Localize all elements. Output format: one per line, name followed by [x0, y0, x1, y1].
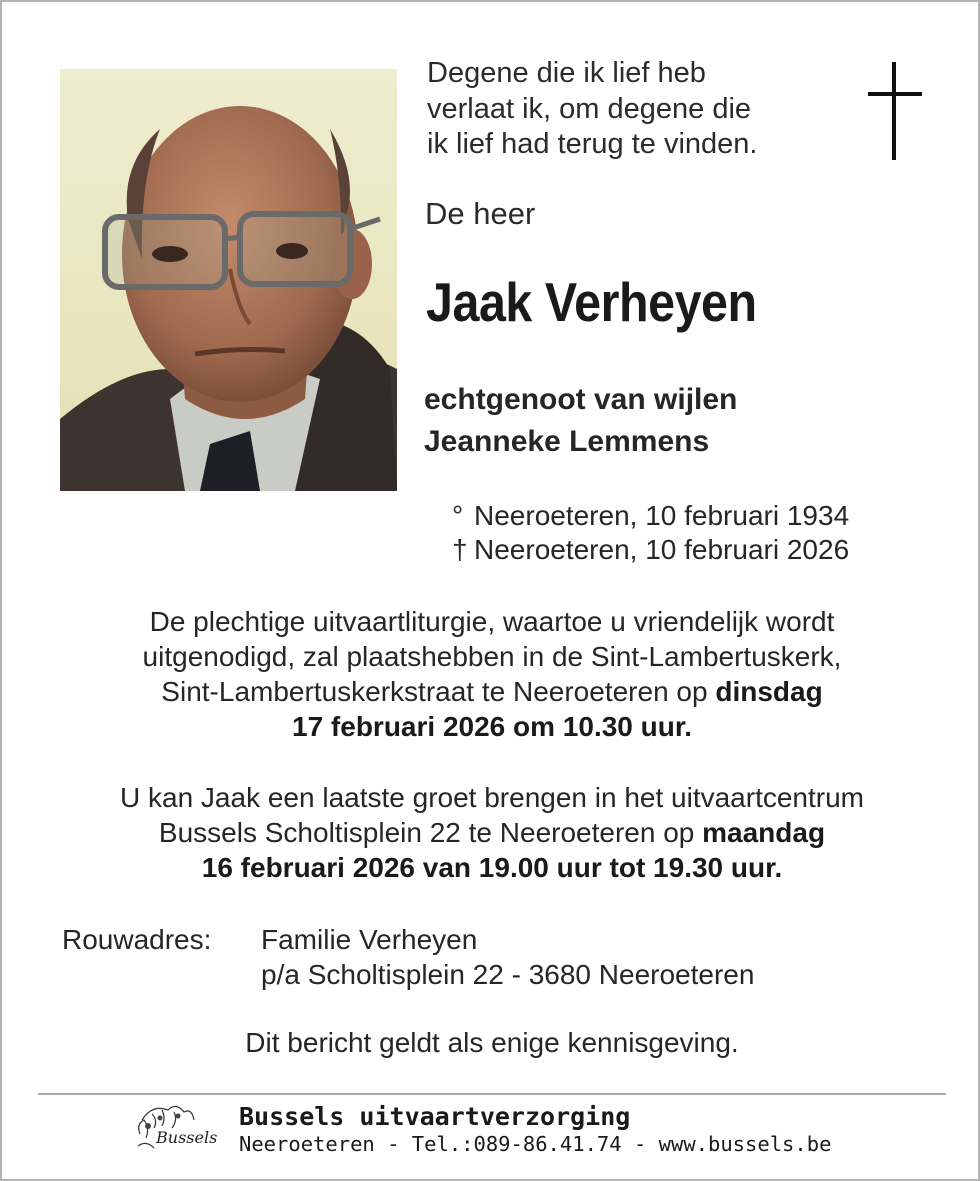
logo-text: Bussels	[156, 1128, 218, 1147]
life-dates	[452, 499, 849, 567]
funeral-day: dinsdag	[715, 676, 823, 707]
funeral-home-contact: Neeroeteren - Tel.:089-86.41.74 - www.bussels.be	[239, 1132, 832, 1156]
address-value	[261, 922, 754, 992]
honorific-title: De heer	[425, 196, 536, 231]
poem-line: ik lief had terug te vinden.	[427, 128, 758, 160]
birth-symbol: °	[452, 500, 464, 531]
death-text: Neeroeteren, 10 februari 2026	[474, 534, 850, 565]
deceased-name: Jaak Verheyen	[426, 271, 757, 333]
funeral-line: De plechtige uitvaartliturgie, waartoe u vriendelijk wordt	[149, 606, 835, 637]
spouse-line: Jeanneke Lemmens	[424, 425, 710, 458]
death-symbol: †	[452, 534, 468, 565]
notice-text: Dit bericht geldt als enige kennisgeving.	[245, 1027, 739, 1058]
birth-date	[452, 499, 849, 533]
poem	[427, 56, 847, 163]
visitation-line: U kan Jaak een laatste groet brengen in het uitvaartcentrum	[120, 782, 864, 813]
address-line: Familie Verheyen	[261, 924, 478, 955]
visitation-datetime: 16 februari 2026 van 19.00 uur tot 19.30 uur.	[201, 852, 783, 883]
cross-icon	[862, 62, 928, 162]
funeral-line: uitgenodigd, zal plaatshebben in de Sint-Lambertuskerk,	[142, 641, 842, 672]
address-label: Rouwadres:	[62, 924, 212, 955]
funeral-line	[42, 674, 942, 709]
birth-text: Neeroeteren, 10 februari 1934	[474, 500, 850, 531]
funeral-datetime: 17 februari 2026 om 10.30 uur.	[292, 711, 692, 742]
spouse-info	[424, 379, 737, 463]
funeral-paragraph	[42, 604, 942, 744]
poem-line: Degene die ik lief heb	[427, 57, 706, 89]
portrait-photo	[60, 69, 397, 491]
funeral-line-text: Sint-Lambertuskerkstraat te Neeroeteren op	[161, 676, 716, 707]
poem-line: verlaat ik, om degene die	[427, 92, 752, 125]
visitation-line	[42, 815, 942, 850]
divider	[38, 1093, 946, 1095]
spouse-line: echtgenoot van wijlen	[424, 383, 738, 416]
funeral-home-name: Bussels uitvaartverzorging	[239, 1102, 631, 1131]
visitation-paragraph	[42, 780, 942, 885]
funeral-home-logo	[132, 1100, 226, 1158]
address-line: p/a Scholtisplein 22 - 3680 Neeroeteren	[261, 959, 755, 990]
visitation-line-text: Bussels Scholtisplein 22 te Neeroeteren op	[158, 817, 703, 848]
visitation-day: maandag	[702, 817, 826, 848]
death-date	[452, 533, 849, 567]
